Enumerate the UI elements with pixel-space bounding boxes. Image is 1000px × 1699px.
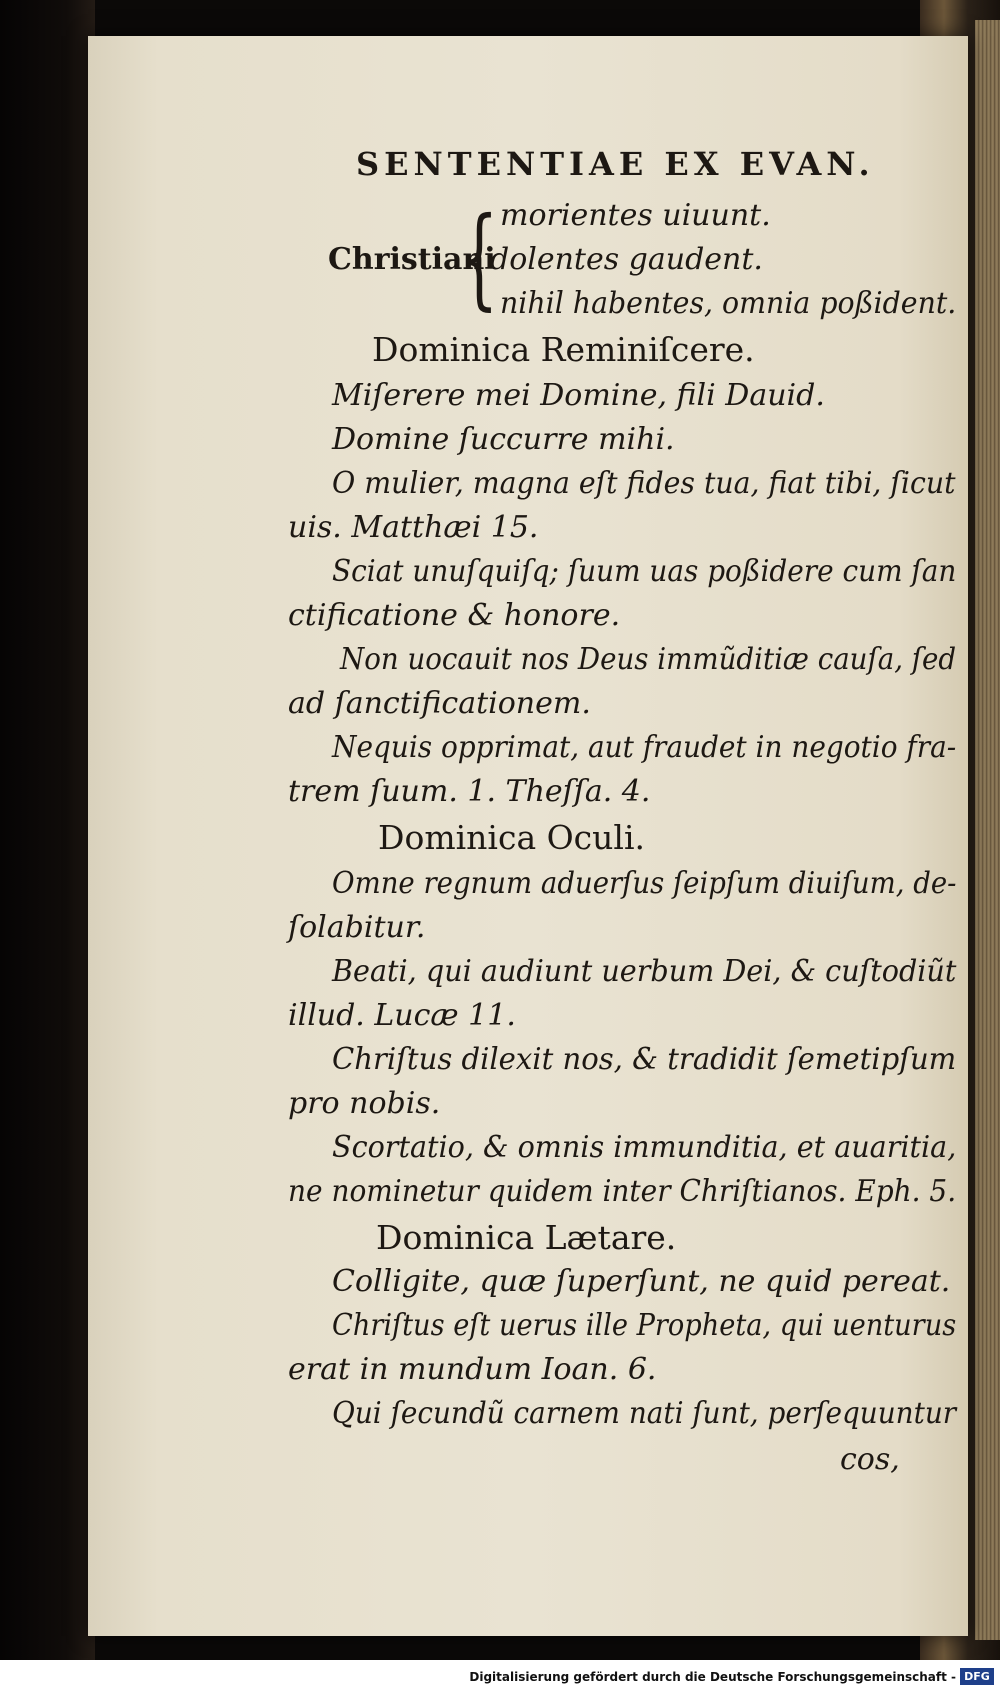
text-line: Colligite, quæ ſuperſunt, ne quid pereat. — [332, 1264, 951, 1299]
text-line: Sciat unuſquiſq; ſuum uas poßidere cum ſan — [332, 554, 957, 589]
section-heading: Dominica Lætare. — [376, 1218, 677, 1257]
brace-item: nihil habentes, omnia poßident. — [500, 286, 957, 321]
text-line: ctificatione & honore. — [288, 598, 621, 633]
page-stack — [975, 20, 1000, 1640]
text-line: Nequis opprimat, aut fraudet in negotio fra- — [332, 730, 957, 765]
brace-item: morientes uiuunt. — [500, 198, 771, 233]
text-line: Qui ſecundũ carnem nati ſunt, perſequuntur — [332, 1396, 957, 1431]
text-line: O mulier, magna eſt fides tua, fiat tibi, ſicut — [332, 466, 956, 501]
text-line: Scortatio, & omnis immunditia, et auaritia, — [332, 1130, 957, 1165]
text-line: ne nominetur quidem inter Chriſtianos. Eph. 5. — [288, 1174, 957, 1209]
text-line: pro nobis. — [288, 1086, 441, 1121]
book-page — [88, 36, 968, 1636]
text-line: Beati, qui audiunt uerbum Dei, & cuſtodiũt — [332, 954, 957, 989]
dfg-logo: DFG — [960, 1668, 994, 1685]
text-line: Omne regnum aduerſus ſeipſum diuiſum, de- — [332, 866, 957, 901]
text-line: Domine ſuccurre mihi. — [332, 422, 675, 457]
page-text — [88, 36, 968, 1636]
text-line: Non uocauit nos Deus immũditiæ cauſa, ſed — [340, 642, 957, 677]
text-line: trem ſuum. 1. Theſſa. 4. — [288, 774, 651, 809]
section-heading: Dominica Reminiſcere. — [372, 330, 755, 369]
christiani-label: Christiani — [328, 242, 496, 277]
footer-bar — [0, 1660, 1000, 1699]
section-heading: Dominica Oculi. — [378, 818, 646, 857]
brace-item: dolentes gaudent. — [490, 242, 763, 277]
text-line: Chriſtus eſt uerus ille Propheta, qui uenturus — [332, 1308, 957, 1343]
text-line: illud. Lucæ 11. — [288, 998, 516, 1033]
running-head: SENTENTIAE EX EVAN. — [356, 145, 875, 183]
text-line: ſolabitur. — [288, 910, 426, 945]
binding-shadow — [0, 0, 95, 1699]
dfg-credit: Digitalisierung gefördert durch die Deutsche Forschungsgemeinschaft - — [469, 1670, 956, 1684]
catchword: cos, — [840, 1442, 900, 1477]
brace-icon: { — [460, 193, 499, 321]
text-line: Miſerere mei Domine, fili Dauid. — [332, 378, 825, 413]
text-line: erat in mundum Ioan. 6. — [288, 1352, 657, 1387]
text-line: ad ſanctificationem. — [288, 686, 591, 721]
text-line: Chriſtus dilexit nos, & tradidit ſemetipſum — [332, 1042, 957, 1077]
text-line: uis. Matthæi 15. — [288, 510, 539, 545]
